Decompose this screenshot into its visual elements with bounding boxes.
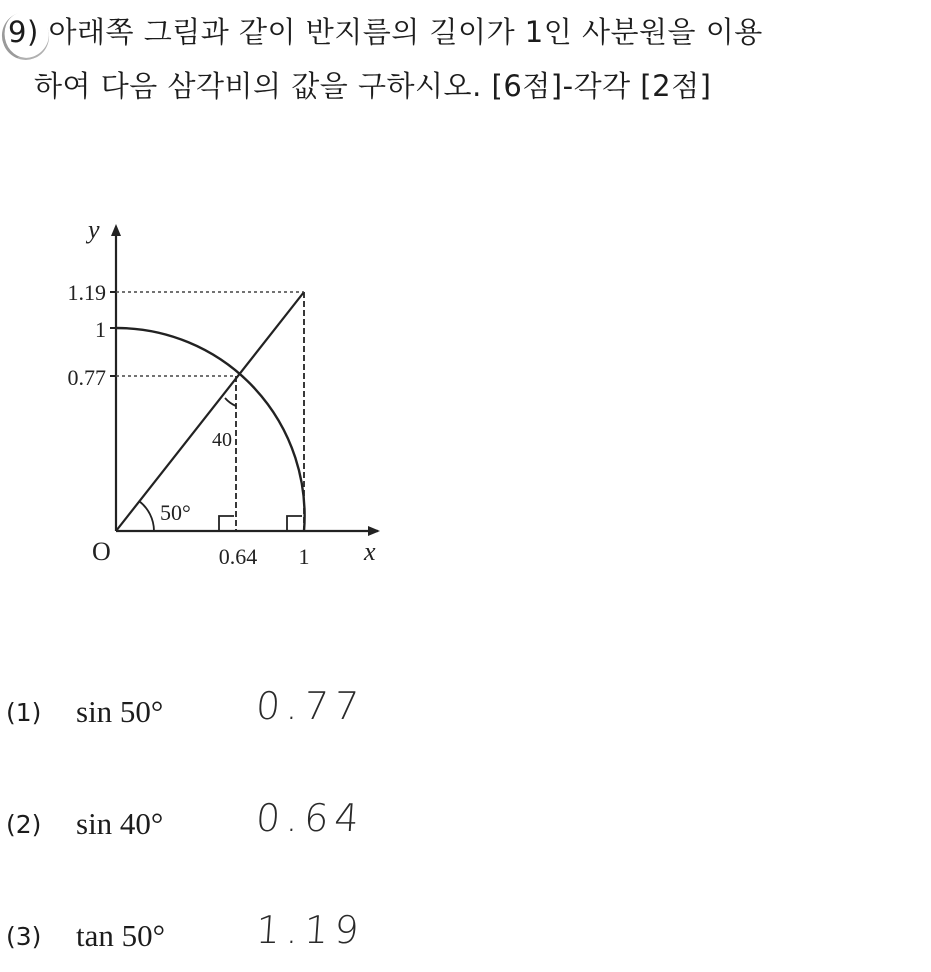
angle-line bbox=[116, 292, 304, 531]
answer-number: (2) bbox=[6, 810, 42, 839]
answer-row bbox=[6, 796, 706, 860]
y-tick-label-119: 1.19 bbox=[67, 280, 106, 305]
y-tick-label-1: 1 bbox=[95, 317, 106, 342]
x-axis-label: x bbox=[364, 537, 376, 566]
y-tick-label-077: 0.77 bbox=[67, 365, 106, 390]
angle-arc-40 bbox=[225, 398, 236, 406]
question-line-1 bbox=[8, 10, 763, 51]
question-text-line-1: 아래쪽 그림과 같이 반지름의 길이가 1인 사분원을 이용 bbox=[48, 15, 763, 49]
angle-50-label: 50° bbox=[160, 500, 191, 525]
answer-expression: tan 50° bbox=[76, 918, 166, 953]
handwritten-answer: 0.77 bbox=[254, 684, 367, 728]
right-angle-mark-1 bbox=[219, 516, 234, 531]
handwritten-answer: 0.64 bbox=[254, 796, 367, 840]
question-text-line-2: 하여 다음 삼각비의 값을 구하시오. [6점]-각각 [2점] bbox=[34, 69, 712, 103]
answer-number: (1) bbox=[6, 698, 42, 727]
origin-label: O bbox=[92, 537, 111, 566]
answer-row bbox=[6, 908, 706, 972]
answer-row bbox=[6, 684, 706, 748]
right-angle-mark-2 bbox=[287, 516, 302, 531]
question-line-2 bbox=[34, 64, 711, 105]
handwritten-answer: 1.19 bbox=[254, 908, 367, 952]
answer-expression: sin 40° bbox=[76, 806, 164, 841]
x-axis-arrow-icon bbox=[368, 526, 380, 536]
angle-arc-50 bbox=[139, 501, 154, 531]
x-tick-label-1: 1 bbox=[298, 544, 310, 569]
y-axis-label: y bbox=[88, 215, 100, 244]
answer-number: (3) bbox=[6, 922, 42, 951]
quarter-circle-arc bbox=[116, 328, 305, 531]
y-axis-arrow-icon bbox=[111, 224, 121, 236]
x-tick-label-064: 0.64 bbox=[218, 544, 258, 569]
angle-40-label: 40 bbox=[212, 429, 232, 451]
answer-expression: sin 50° bbox=[76, 694, 164, 729]
question-number-paren: ) bbox=[26, 15, 39, 49]
quarter-circle-figure bbox=[40, 200, 420, 590]
question-number: 9 bbox=[8, 15, 27, 49]
